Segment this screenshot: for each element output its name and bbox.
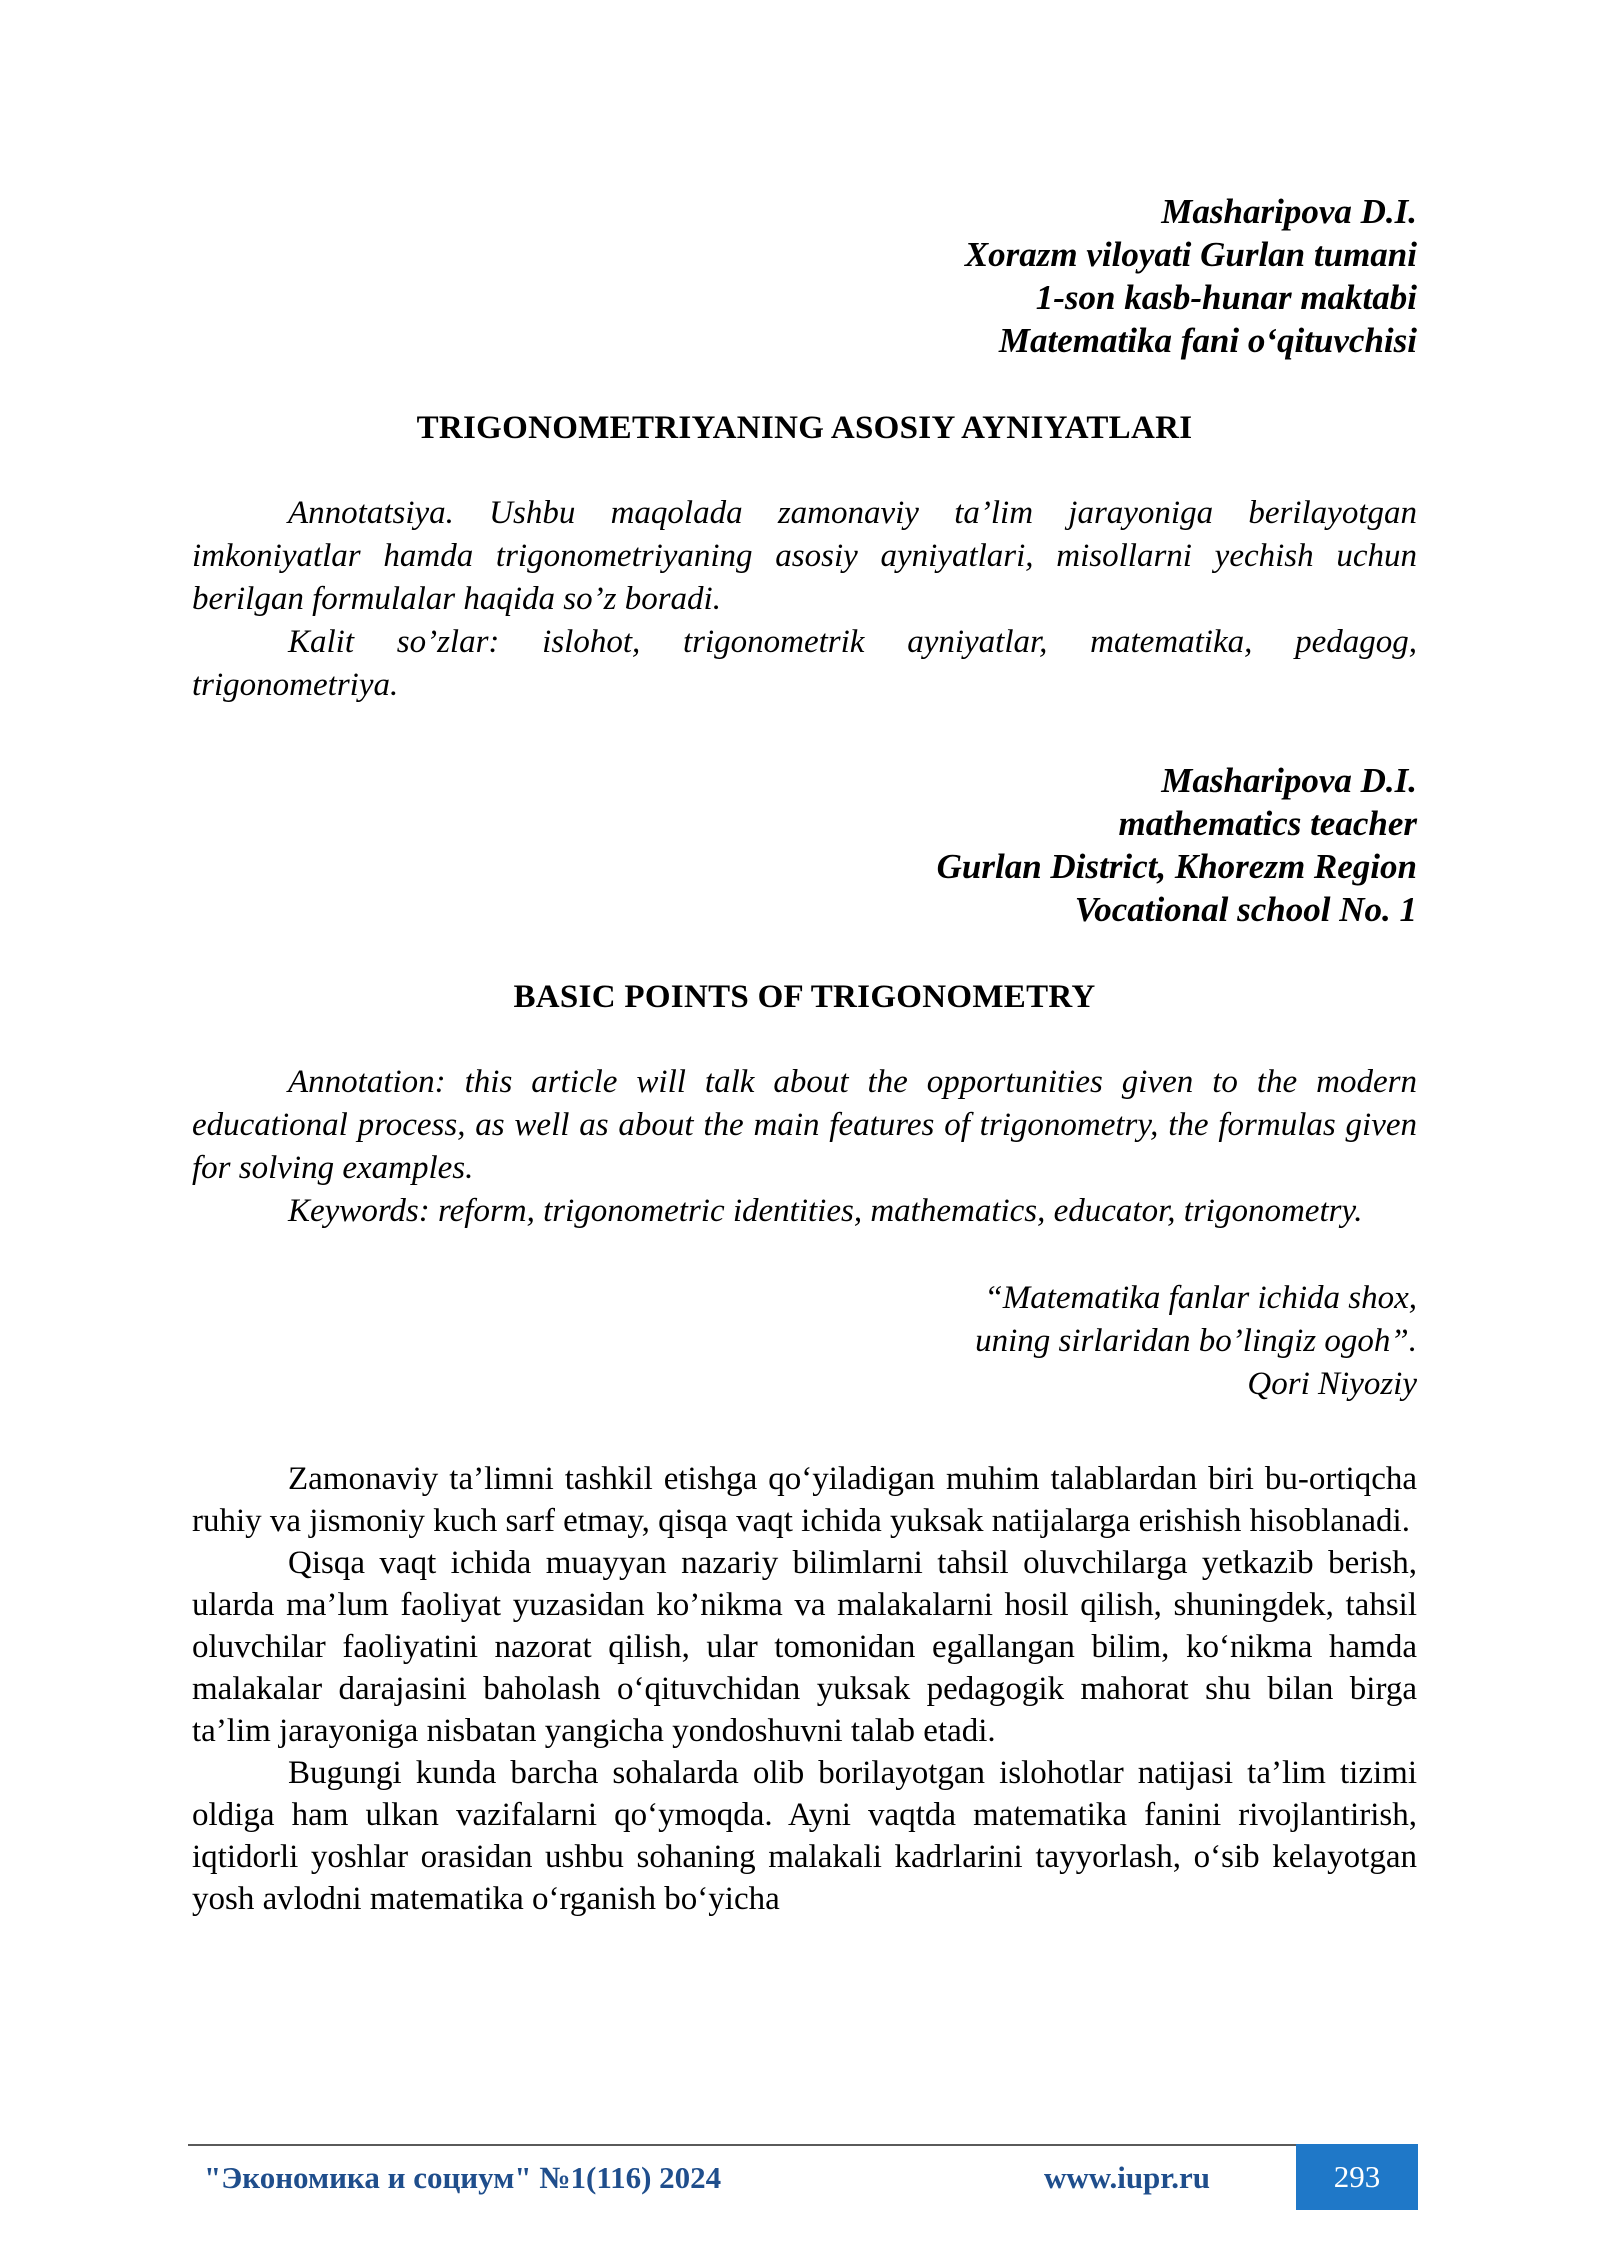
article-page (192, 190, 1417, 1920)
uz-annotation: Annotatsiya. Ushbu maqolada zamonaviy ta’lim jarayoniga berilayotgan imkoniyatlar hamda trigonometriyaning asosiy ayniyatlari, misollarni yechish uchun berilgan formulalar haqida so’z boradi. (192, 495, 1417, 617)
en-annotation: Annotation: this article will talk about the opportunities given to the modern educational process, as well as about the main features of trigonometry, the formulas given for solving examples. (192, 1064, 1417, 1186)
uz-author-position: Matematika fani o‘qituvchisi (998, 321, 1417, 360)
en-author-region: Gurlan District, Khorezm Region (936, 847, 1417, 886)
journal-website-link[interactable]: www.iupr.ru (1044, 2160, 1210, 2195)
en-article-title: BASIC POINTS OF TRIGONOMETRY (513, 979, 1096, 1015)
epigraph-line-1: “Matematika fanlar ichida shox, (984, 1280, 1417, 1316)
uz-author-region: Xorazm viloyati Gurlan tumani (964, 235, 1417, 274)
en-author-name: Masharipova D.I. (1161, 761, 1417, 800)
page-number: 293 (1296, 2144, 1418, 2210)
body-paragraph-3: Bugungi kunda barcha sohalarda olib borilayotgan islohotlar natijasi ta’lim tizimi oldiga ham ulkan vazifalarni qo‘ymoqda. Ayni vaqtda matematika fanini rivojlantirish, iqtidorli yoshlar orasidan ushbu sohaning malakali kadrlarini tayyorlash, o‘sib kelayotgan yosh avlodni matematika o‘rganish bo‘yicha (192, 1755, 1417, 1917)
uz-keywords: Kalit so’zlar: islohot, trigonometrik ayniyatlar, matematika, pedagog, trigonometriya. (192, 624, 1417, 703)
epigraph-source: Qori Niyoziy (1247, 1366, 1417, 1402)
uz-author-block (192, 190, 1417, 362)
epigraph-line-2: uning sirlaridan bo’lingiz ogoh”. (975, 1323, 1417, 1359)
body-text (192, 1458, 1417, 1920)
en-author-school: Vocational school No. 1 (1074, 890, 1417, 929)
en-keywords: Keywords: reform, trigonometric identities, mathematics, educator, trigonometry. (288, 1193, 1363, 1229)
uz-abstract (192, 492, 1417, 707)
uz-author-school: 1-son kasb-hunar maktabi (1035, 278, 1417, 317)
journal-name: "Экономика и социум" №1(116) 2024 (204, 2160, 722, 2195)
footer-divider (188, 2144, 1296, 2146)
body-paragraph-2: Qisqa vaqt ichida muayyan nazariy bilimlarni tahsil oluvchilarga yetkazib berish, ularda ma’lum faoliyat yuzasidan ko’nikma va malakalarni hosil qilish, shuningdek, tahsil oluvchilar faoliyatini nazorat qilish, ular tomonidan egallangan bilim, ko‘nikma hamda malakalar darajasini baholash o‘qituvchidan yuksak pedagogik mahorat shu bilan birga ta’lim jarayoniga nisbatan yangicha yondoshuvni talab etadi. (192, 1545, 1417, 1749)
en-abstract (192, 1061, 1417, 1233)
body-paragraph-1: Zamonaviy ta’limni tashkil etishga qo‘yiladigan muhim talablardan biri bu-ortiqcha ruhiy va jismoniy kuch sarf etmay, qisqa vaqt ichida yuksak natijalarga erishish hisoblanadi. (192, 1461, 1417, 1539)
uz-article-title: TRIGONOMETRIYANING ASOSIY AYNIYATLARI (416, 410, 1193, 446)
en-author-block (192, 759, 1417, 931)
en-author-position: mathematics teacher (1118, 804, 1417, 843)
uz-author-name: Masharipova D.I. (1161, 192, 1417, 231)
epigraph (192, 1277, 1417, 1406)
page-footer (188, 2144, 1418, 2210)
